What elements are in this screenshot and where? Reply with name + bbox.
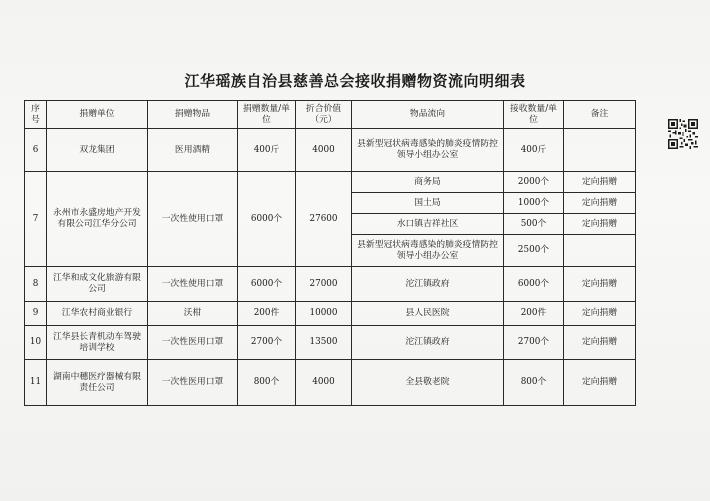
table-row	[25, 360, 636, 406]
cell-donor: 江华和成文化旅游有限公司	[47, 267, 148, 302]
cell-value: 27000	[296, 267, 352, 302]
cell-note: 定向捐赠	[564, 214, 636, 235]
header-donor: 捐赠单位	[47, 101, 148, 129]
cell-value: 4000	[296, 129, 352, 172]
cell-seq: 10	[25, 326, 47, 360]
cell-destination: 全县敬老院	[352, 360, 504, 406]
table-row	[25, 129, 636, 172]
cell-seq: 7	[25, 172, 47, 267]
cell-note: 定向捐赠	[564, 193, 636, 214]
cell-qty: 200件	[238, 302, 296, 326]
header-destination: 物品流向	[352, 101, 504, 129]
cell-destination: 县新型冠状病毒感染的肺炎疫情防控领导小组办公室	[352, 129, 504, 172]
cell-received: 500个	[504, 214, 564, 235]
cell-donor: 江华农村商业银行	[47, 302, 148, 326]
cell-value: 10000	[296, 302, 352, 326]
header-qty: 捐赠数量/单位	[238, 101, 296, 129]
cell-destination: 国土局	[352, 193, 504, 214]
cell-destination: 县人民医院	[352, 302, 504, 326]
cell-note: 定向捐赠	[564, 267, 636, 302]
cell-received: 6000个	[504, 267, 564, 302]
cell-qty: 2700个	[238, 326, 296, 360]
cell-value: 4000	[296, 360, 352, 406]
table-row	[25, 267, 636, 302]
cell-destination: 沱江镇政府	[352, 267, 504, 302]
cell-received: 2500个	[504, 235, 564, 267]
cell-qty: 800个	[238, 360, 296, 406]
cell-destination: 沱江镇政府	[352, 326, 504, 360]
table-row	[25, 326, 636, 360]
cell-received: 400斤	[504, 129, 564, 172]
cell-item: 沃柑	[148, 302, 238, 326]
header-received: 接收数量/单位	[504, 101, 564, 129]
table-row	[25, 302, 636, 326]
cell-seq: 6	[25, 129, 47, 172]
cell-qty: 6000个	[238, 267, 296, 302]
cell-destination: 商务局	[352, 172, 504, 193]
cell-destination: 水口镇吉祥社区	[352, 214, 504, 235]
cell-value: 27600	[296, 172, 352, 267]
cell-donor: 江华县长青机动车驾驶培训学校	[47, 326, 148, 360]
cell-note: 定向捐赠	[564, 326, 636, 360]
cell-received: 800个	[504, 360, 564, 406]
cell-seq: 9	[25, 302, 47, 326]
cell-donor: 湖南中穗医疗器械有限责任公司	[47, 360, 148, 406]
cell-item: 一次性使用口罩	[148, 267, 238, 302]
qr-code-icon	[668, 119, 698, 149]
cell-received: 200件	[504, 302, 564, 326]
table-header-row	[25, 101, 636, 129]
table-row	[25, 172, 636, 193]
cell-received: 2000个	[504, 172, 564, 193]
header-note: 备注	[564, 101, 636, 129]
cell-note: 定向捐赠	[564, 302, 636, 326]
cell-item: 一次性使用口罩	[148, 172, 238, 267]
header-seq: 序号	[25, 101, 47, 129]
cell-item: 一次性医用口罩	[148, 360, 238, 406]
header-value: 折合价值（元）	[296, 101, 352, 129]
document-title: 江华瑶族自治县慈善总会接收捐赠物资流向明细表	[184, 72, 526, 90]
cell-received: 1000个	[504, 193, 564, 214]
cell-received: 2700个	[504, 326, 564, 360]
cell-item: 一次性医用口罩	[148, 326, 238, 360]
cell-seq: 8	[25, 267, 47, 302]
cell-donor: 永州市永盛房地产开发有限公司江华分公司	[47, 172, 148, 267]
header-item: 捐赠物品	[148, 101, 238, 129]
cell-donor: 双龙集团	[47, 129, 148, 172]
cell-note: 定向捐赠	[564, 172, 636, 193]
cell-note	[564, 129, 636, 172]
cell-value: 13500	[296, 326, 352, 360]
donation-table	[24, 100, 636, 406]
cell-destination: 县新型冠状病毒感染的肺炎疫情防控领导小组办公室	[352, 235, 504, 267]
cell-note: 定向捐赠	[564, 360, 636, 406]
cell-item: 医用酒精	[148, 129, 238, 172]
cell-note	[564, 235, 636, 267]
cell-qty: 400斤	[238, 129, 296, 172]
cell-seq: 11	[25, 360, 47, 406]
cell-qty: 6000个	[238, 172, 296, 267]
